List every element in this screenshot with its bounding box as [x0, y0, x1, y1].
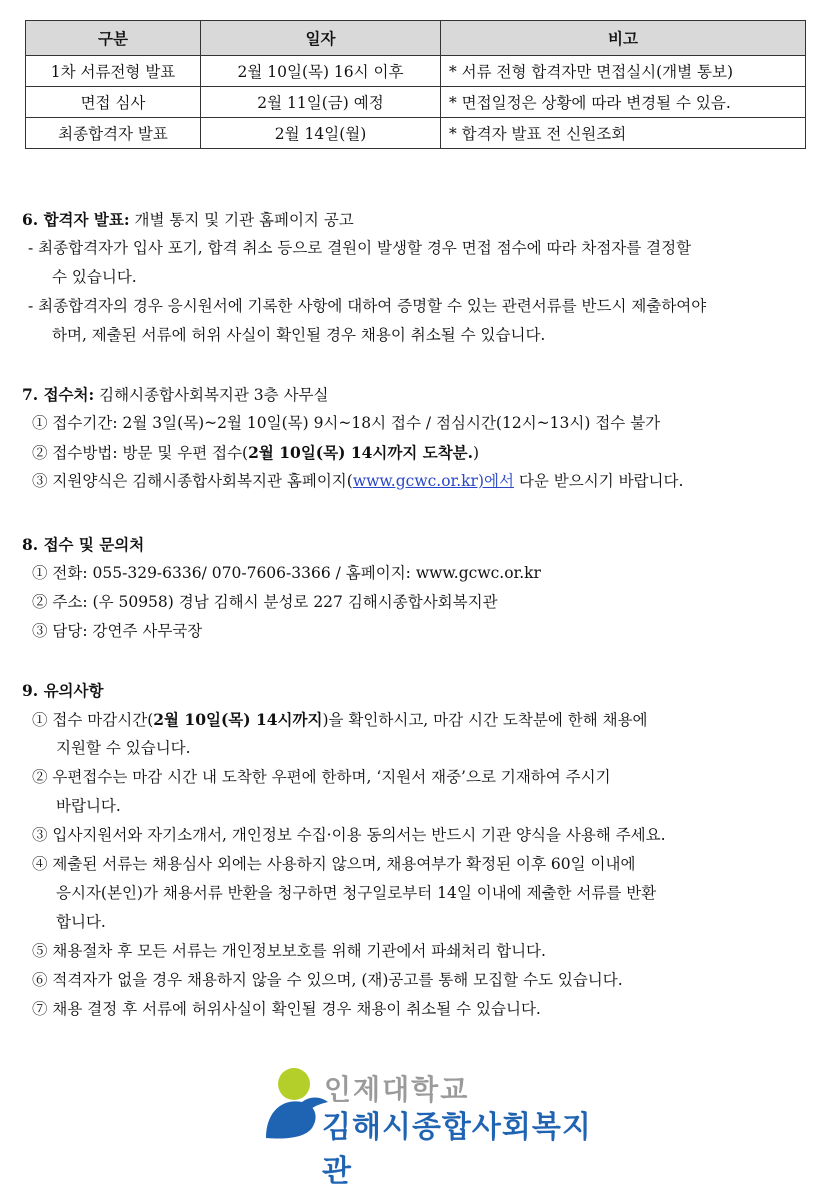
list-item: 응시자(본인)가 채용서류 반환을 청구하면 청구일로부터 14일 이내에 제출한 서류를 반환: [56, 884, 657, 902]
section-reception: [22, 380, 812, 496]
table-cell: * 면접일정은 상황에 따라 변경될 수 있음.: [441, 87, 806, 118]
text: 다운 받으시기 바랍니다.: [513, 472, 684, 490]
table-row: [26, 118, 806, 149]
section-announcement: [22, 205, 812, 350]
list-item: 수 있습니다.: [52, 268, 137, 286]
table-cell: * 서류 전형 합격자만 면접실시(개별 통보): [441, 56, 806, 87]
table-row: [26, 87, 806, 118]
section-heading: 9. 유의사항: [22, 681, 104, 700]
list-item: ② 우편접수는 마감 시간 내 도착한 우편에 한하며, ‘지원서 재중’으로 기재하여 주시기: [32, 768, 611, 786]
heading-text: 개별 통지 및 기관 홈페이지 공고: [129, 211, 354, 229]
list-item: [22, 438, 812, 467]
section-heading: [22, 380, 812, 409]
table-row: [26, 56, 806, 87]
list-item: ⑤ 채용절차 후 모든 서류는 개인정보보호를 위해 기관에서 파쇄처리 합니다.: [32, 942, 546, 960]
table-cell: 최종합격자 발표: [26, 118, 201, 149]
list-item: ⑥ 적격자가 없을 경우 채용하지 않을 수 있으며, (재)공고를 통해 모집할 수도 있습니다.: [32, 971, 623, 989]
header-date: 일자: [201, 21, 441, 56]
deadline-text: 2월 10일(목) 14시까지: [153, 710, 323, 729]
deadline-text: 2월 10일(목) 14시까지 도착분.: [248, 443, 474, 462]
list-item: 합니다.: [56, 913, 106, 931]
list-item: 하며, 제출된 서류에 허위 사실이 확인될 경우 채용이 취소될 수 있습니다.: [52, 326, 546, 344]
section-contact: [22, 530, 812, 646]
section-notes: [22, 676, 812, 1024]
list-item: - 최종합격자의 경우 응시원서에 기록한 사항에 대하여 증명할 수 있는 관련서류를 반드시 제출하여야: [28, 297, 707, 315]
homepage-link[interactable]: www.gcwc.or.kr)에서: [352, 472, 514, 490]
list-item: ① 접수기간: 2월 3일(목)~2월 10일(목) 9시~18시 접수 / 점심시간(12시~13시) 접수 불가: [32, 414, 661, 432]
list-item: 바랍니다.: [56, 797, 121, 815]
logo-center-name: 김해시종합사회복지관: [322, 1110, 592, 1189]
list-item: ③ 담당: 강연주 사무국장: [32, 622, 203, 640]
list-item: ③ 입사지원서와 자기소개서, 개인정보 수집·이용 동의서는 반드시 기관 양식을 사용해 주세요.: [32, 826, 666, 844]
list-item: 지원할 수 있습니다.: [56, 739, 191, 757]
list-item: - 최종합격자가 입사 포기, 합격 취소 등으로 결원이 발생할 경우 면접 점수에 따라 차점자를 결정할: [28, 239, 692, 257]
list-item: [22, 467, 812, 496]
logo-university-name: 인제대학교: [324, 1073, 470, 1106]
list-item: ④ 제출된 서류는 채용심사 외에는 사용하지 않으며, 채용여부가 확정된 이후 60일 이내에: [32, 855, 636, 873]
heading-label: 7. 접수처:: [22, 385, 95, 404]
list-item: ⑦ 채용 결정 후 서류에 허위사실이 확인될 경우 채용이 취소될 수 있습니다.: [32, 1000, 541, 1018]
institution-logo: [262, 1062, 602, 1189]
list-item: ② 주소: (우 50958) 경남 김해시 분성로 227 김해시종합사회복지관: [32, 593, 498, 611]
text: ③ 지원양식은 김해시종합사회복지관 홈페이지(: [32, 472, 353, 490]
text: ② 접수방법: 방문 및 우편 접수(: [32, 444, 249, 462]
table-cell: * 합격자 발표 전 신원조회: [441, 118, 806, 149]
heading-label: 6. 합격자 발표:: [22, 210, 130, 229]
list-item: [22, 705, 812, 734]
table-header-row: [26, 21, 806, 56]
schedule-table: [25, 20, 806, 149]
text: )을 확인하시고, 마감 시간 도착분에 한해 채용에: [322, 711, 648, 729]
table-cell: 2월 10일(목) 16시 이후: [201, 56, 441, 87]
heading-text: 김해시종합사회복지관 3층 사무실: [94, 386, 329, 404]
list-item: ① 전화: 055-329-6336/ 070-7606-3366 / 홈페이지: www.gcwc.or.kr: [32, 564, 541, 582]
header-category: 구분: [26, 21, 201, 56]
section-heading: 8. 접수 및 문의처: [22, 535, 145, 554]
section-heading: [22, 205, 812, 234]
table-cell: 면접 심사: [26, 87, 201, 118]
header-note: 비고: [441, 21, 806, 56]
text: ① 접수 마감시간(: [32, 711, 154, 729]
table-cell: 1차 서류전형 발표: [26, 56, 201, 87]
table-cell: 2월 11일(금) 예정: [201, 87, 441, 118]
text: ): [473, 444, 480, 462]
table-cell: 2월 14일(월): [201, 118, 441, 149]
